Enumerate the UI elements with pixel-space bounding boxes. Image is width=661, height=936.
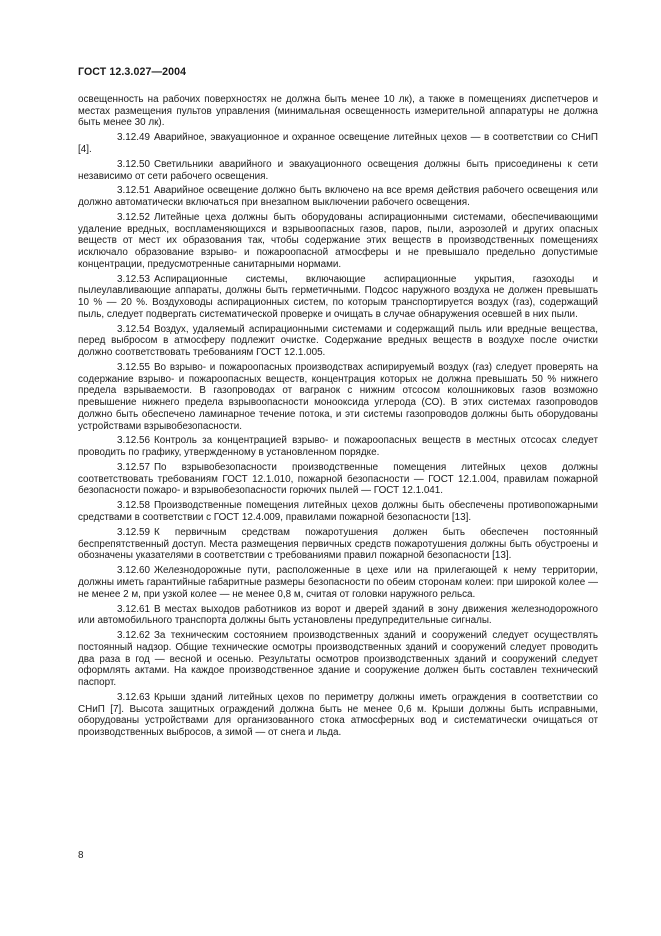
clause-number: 3.12.58: [117, 500, 150, 512]
clause-text: Воздух, удаляемый аспирационными системами и содержащий пыль или вредные вещества, перед выбросом в атмосферу подлежит очистке. Содержание вредных веществ в воздухе после очистки должно соответствовать требованиям ГОСТ 12.1.005.: [78, 323, 598, 359]
clause-text: Светильники аварийного и эвакуационного освещения должны быть присоединены к сети независимо от сети рабочего освещения.: [78, 158, 598, 182]
clause-3-12-54: [78, 324, 598, 359]
clause-3-12-61: [78, 604, 598, 627]
clause-text: Железнодорожные пути, расположенные в цехе или на прилегающей к нему территории, должны иметь гарантийные габаритные размеры безопасности по обеим сторонам колеи: при широкой колее — не менее 2 м, при узкой колее — не менее 0,8 м, считая от головки наружного рельса.: [78, 565, 598, 600]
clause-text: По взрывобезопасности производственные помещения литейных цехов должны соответствовать требованиям ГОСТ 12.1.010, пожарной безопасности — ГОСТ 12.1.004, правилам пожарной безопасности пожаро- и взрывобезопасности горючих пылей — ГОСТ 12.1.041.: [78, 462, 598, 497]
paragraph-continuation: [78, 94, 598, 129]
clause-3-12-62: [78, 630, 598, 689]
clause-number: 3.12.54: [117, 323, 150, 335]
clause-3-12-63: [78, 692, 598, 739]
document-body: [78, 94, 598, 742]
clause-3-12-59: [78, 527, 598, 562]
clause-number: 3.12.50: [117, 158, 150, 170]
clause-text: В местах выходов работников из ворот и дверей зданий в зону движения железнодорожного или автомобильного транспорта должны быть установлены предупредительные сигналы.: [78, 603, 598, 627]
clause-text: Во взрыво- и пожароопасных производствах аспирируемый воздух (газ) следует проверять на содержание взрыво- и пожароопасных веществ, концентрация которых не должна превышать 50 % нижнего предела взрываемости. В газопроводах от вагранок с нижним отсосом колошниковых газов возможно превышение нижнего предела взрывоопасности монооксида углерода (СО). В этих системах газопроводов должно быть обеспечено ламинарное течение потока, и эти системы газопроводов должны быть оборудованы устройствами взрывобезопасности.: [78, 362, 598, 432]
clause-number: 3.12.63: [117, 691, 150, 703]
clause-number: 3.12.55: [117, 362, 150, 374]
clause-number: 3.12.60: [117, 565, 150, 577]
clause-number: 3.12.62: [117, 630, 150, 642]
clause-text: Производственные помещения литейных цехов должны быть обеспечены противопожарными средствами в соответствии с ГОСТ 12.4.009, правилами пожарной безопасности [13].: [78, 500, 598, 524]
clause-number: 3.12.61: [117, 603, 150, 615]
clause-number: 3.12.57: [117, 462, 150, 474]
paragraph-text: освещенность на рабочих поверхностях не должна быть менее 10 лк), а также в помещениях диспетчеров и местах размещения пультов управления (минимальная освещенность измерительной аппаратуры не должна быть менее 30 лк).: [78, 94, 598, 129]
clause-3-12-55: [78, 362, 598, 432]
clause-text: Литейные цеха должны быть оборудованы аспирационными системами, обеспечивающими удаление вредных, воспламеняющихся и взрывоопасных газов, паров, пыли, аэрозолей и других опасных веществ от мест их образования так, чтобы содержание этих веществ в производственных помещениях исключало образование взрыво- и пожароопасной атмосферы и не превышало предельно допустимые концентрации, предусмотренные санитарными нормами.: [78, 212, 598, 270]
clause-3-12-49: [78, 132, 598, 155]
clause-text: Контроль за концентрацией взрыво- и пожароопасных веществ в местных отсосах следует проводить по графику, утвержденному в установленном порядке.: [78, 435, 598, 459]
clause-3-12-53: [78, 274, 598, 321]
clause-number: 3.12.49: [117, 132, 150, 144]
clause-number: 3.12.59: [117, 526, 150, 538]
clause-3-12-60: [78, 565, 598, 600]
clause-3-12-51: [78, 185, 598, 208]
document-header: ГОСТ 12.3.027—2004: [78, 66, 187, 78]
clause-text: Аварийное, эвакуационное и охранное освещение литейных цехов — в соответствии со СНиП [4].: [78, 132, 598, 155]
clause-3-12-58: [78, 500, 598, 523]
clause-text: Аварийное освещение должно быть включено на все время действия рабочего освещения или должно автоматически включаться при внезапном выключении рабочего освещения.: [78, 185, 598, 209]
clause-text: К первичным средствам пожаротушения должен быть обеспечен постоянный беспрепятственный доступ. Места размещения первичных средств пожаротушения должны быть обустроены и обозначены указателями в соответствии с требованиями правил пожарной безопасности [13].: [78, 526, 598, 562]
clause-3-12-50: [78, 159, 598, 182]
clause-number: 3.12.51: [117, 185, 150, 197]
clause-number: 3.12.56: [117, 435, 150, 447]
page-number: 8: [78, 850, 84, 861]
clause-3-12-56: [78, 435, 598, 458]
clause-number: 3.12.53: [117, 273, 150, 285]
clause-3-12-52: [78, 212, 598, 271]
clause-number: 3.12.52: [117, 212, 150, 224]
clause-3-12-57: [78, 462, 598, 497]
clause-text: За техническим состоянием производственных зданий и сооружений следует осуществлять постоянный надзор. Общие технические осмотры производственных зданий и сооружений следует проводить два раза в год — весной и осенью. Результаты осмотров производственных зданий и сооружений следует оформлять актами. На каждое производственное здание и сооружение должен быть составлен технический паспорт.: [78, 630, 598, 688]
clause-text: Аспирационные системы, включающие аспирационные укрытия, газоходы и пылеулавливающие аппараты, должны быть герметичными. Подсос наружного воздуха не должен превышать 10 % — 20 %. Воздуховоды аспирационных систем, по которым транспортируется воздух (газ), содержащий пыль, следует подвергать систематической проверке и очищать в случае обнаружения осевшей в них пыли.: [78, 273, 598, 320]
clause-text: Крыши зданий литейных цехов по периметру должны иметь ограждения в соответствии со СНиП [7]. Высота защитных ограждений должна быть не менее 0,6 м. Крыши должны быть исправными, оборудованы устройствами для организованного стока атмосферных вод и систематически очищаться от производственных выбросов, а зимой — от снега и льда.: [78, 691, 598, 738]
